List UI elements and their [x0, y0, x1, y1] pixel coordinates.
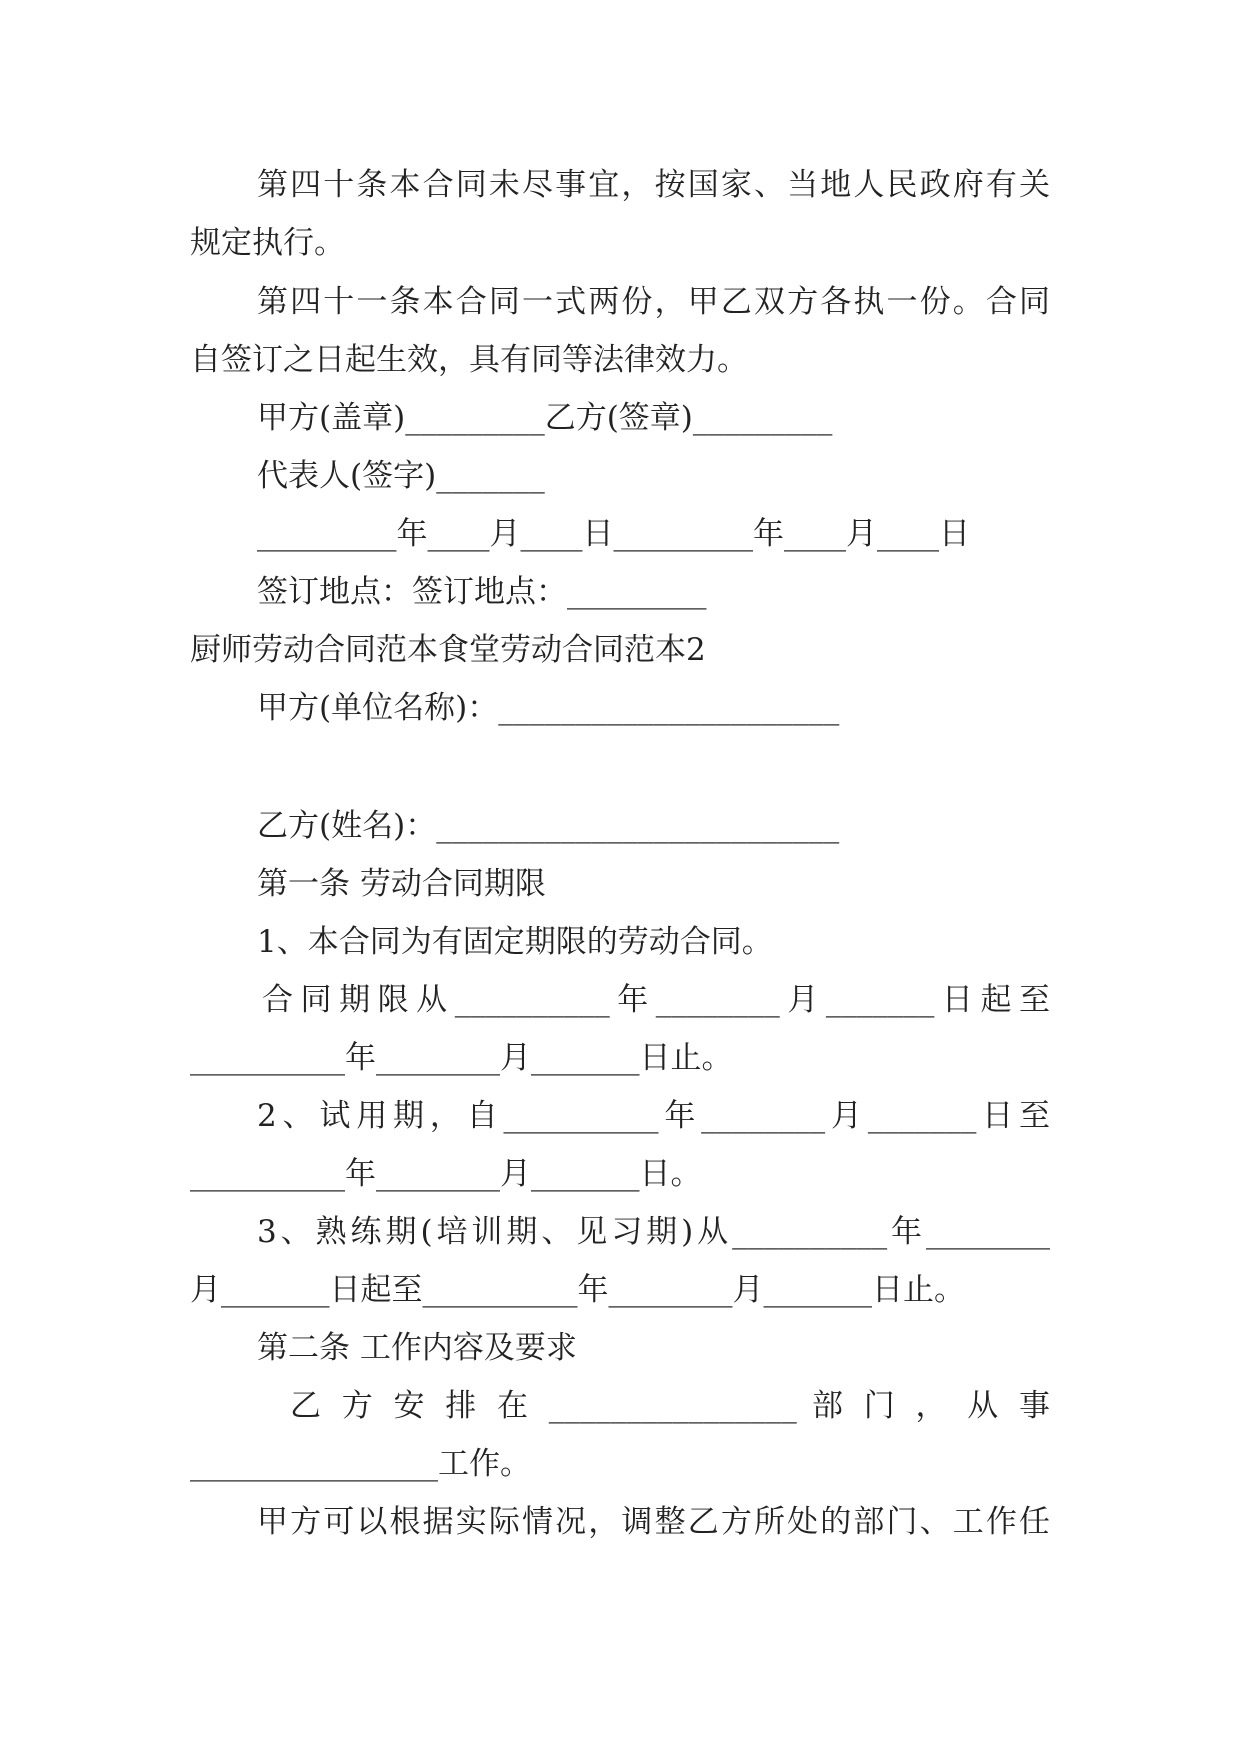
clause-40-line-1: 第四十条本合同未尽事宜，按国家、当地人民政府有关 — [257, 167, 1050, 203]
training-period-line-1: 3、熟练期(培训期、见习期)从__________年________ — [257, 1214, 1050, 1250]
probation-line-1: 2、试用期，自__________年________月_______日至 — [257, 1098, 1050, 1134]
signature-party-line: 甲方(盖章)_________乙方(签章)_________ — [257, 400, 833, 436]
clause-41-line-2: 自签订之日起生效，具有同等法律效力。 — [190, 342, 748, 378]
clause-40-line-2: 规定执行。 — [190, 225, 345, 261]
clause-41-line-1: 第四十一条本合同一式两份，甲乙双方各执一份。合同 — [257, 284, 1050, 320]
article-2-heading: 第二条 工作内容及要求 — [257, 1330, 577, 1366]
section-title: 厨师劳动合同范本食堂劳动合同范本2 — [190, 632, 706, 668]
department-line-1: 乙 方 安 排 在 ________________ 部 门 ， 从 事 — [290, 1388, 1050, 1424]
term-period-line-1: 合同期限从__________年________月_______日起至 — [262, 982, 1050, 1018]
adjustment-line: 甲方可以根据实际情况，调整乙方所处的部门、工作任 — [257, 1504, 1050, 1540]
department-line-2: ________________工作。 — [190, 1446, 531, 1482]
signing-place-line: 签订地点：签订地点：_________ — [257, 574, 707, 610]
article-1-heading: 第一条 劳动合同期限 — [257, 866, 546, 902]
training-period-line-2: 月_______日起至__________年________月_______日止。 — [190, 1272, 965, 1308]
term-item-1: 1、本合同为有固定期限的劳动合同。 — [257, 924, 773, 960]
term-period-line-2: __________年________月_______日止。 — [190, 1040, 733, 1076]
party-a-line: 甲方(单位名称)：______________________ — [257, 690, 840, 726]
representative-line: 代表人(签字)_______ — [257, 458, 545, 494]
signing-date-line: _________年____月____日_________年____月____日 — [257, 516, 970, 552]
probation-line-2: __________年________月_______日。 — [190, 1156, 702, 1192]
party-b-line: 乙方(姓名)：__________________________ — [257, 808, 840, 844]
